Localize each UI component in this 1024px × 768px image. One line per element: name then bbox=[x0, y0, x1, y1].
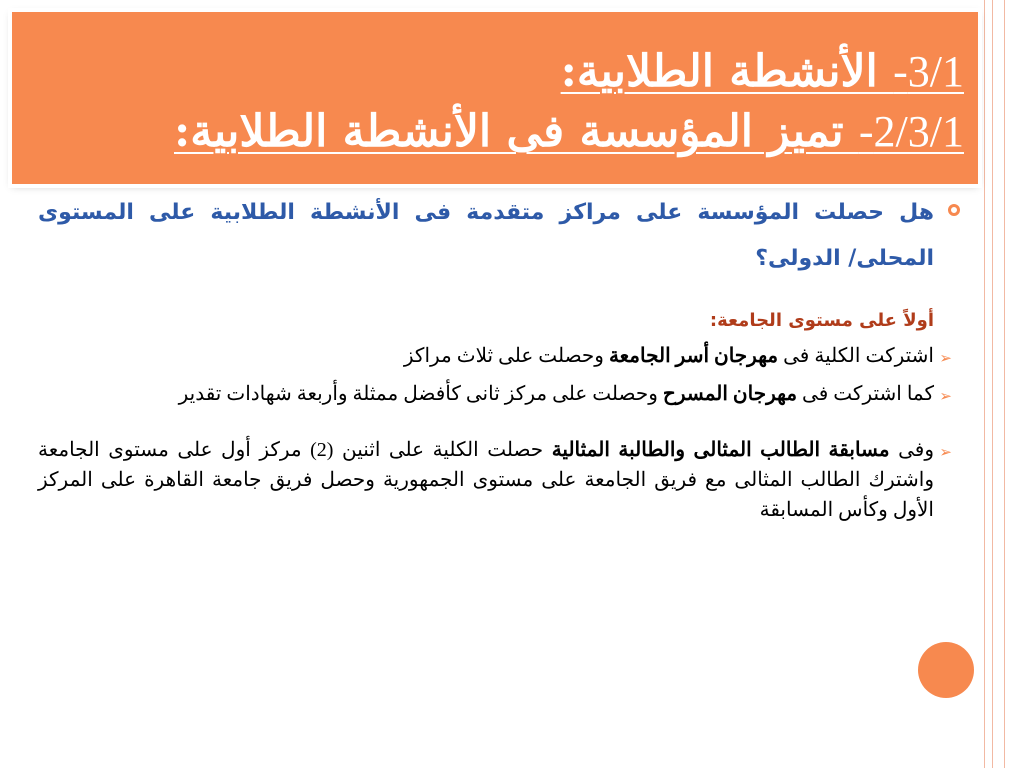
subheading: أولاً على مستوى الجامعة: bbox=[709, 310, 934, 331]
title-2-text: تميز المؤسسة فى الأنشطة الطلابية: bbox=[174, 106, 859, 157]
bullet-list bbox=[38, 341, 952, 525]
list-item bbox=[38, 341, 952, 371]
arrow-bullet-icon: ➢ bbox=[939, 349, 952, 367]
item-text: اشتركت الكلية فى bbox=[778, 345, 934, 367]
item-text: وحصلت على ثلاث مراكز bbox=[403, 345, 609, 367]
list-item bbox=[38, 435, 952, 525]
slide-title bbox=[174, 42, 964, 162]
question-label: هل حصلت المؤسسة على مراكز متقدمة فى الأنشطة الطلابية على المستوى المحلى/ الدولى؟ bbox=[38, 200, 934, 271]
item-text: وفى bbox=[889, 439, 935, 461]
list-item bbox=[38, 379, 952, 409]
item-text: وحصلت على مركز ثانى كأفضل ممثلة وأربعة شهادات تقدير bbox=[178, 383, 663, 405]
arrow-bullet-icon: ➢ bbox=[939, 387, 952, 405]
item-bold-text: مسابقة الطالب المثالى والطالبة المثالية bbox=[551, 439, 890, 461]
item-text: حصلت الكلية على اثنين (2) مركز أول على مستوى الجامعة واشترك الطالب المثالى مع فريق الجامعة على مستوى الجمهورية وحصل فريق جامعة القاهرة على المركز الأول وكأس المسابقة bbox=[38, 439, 934, 521]
title-1-number: 3/1- bbox=[893, 47, 964, 96]
frame-line-right bbox=[1004, 0, 1005, 768]
title-banner bbox=[12, 12, 978, 184]
title-2-number: 2/3/1- bbox=[858, 107, 964, 156]
item-text: كما اشتركت فى bbox=[797, 383, 934, 405]
question-text bbox=[38, 190, 934, 282]
item-bold-text: مهرجان أسر الجامعة bbox=[608, 345, 779, 367]
item-bold-text: مهرجان المسرح bbox=[662, 383, 798, 405]
frame-line-mid bbox=[992, 0, 993, 768]
slide-content bbox=[38, 190, 952, 533]
title-line-2 bbox=[174, 102, 964, 162]
decorative-orange-circle bbox=[918, 642, 974, 698]
ring-bullet-icon bbox=[948, 204, 960, 216]
title-1-text: الأنشطة الطلابية: bbox=[560, 46, 894, 97]
arrow-bullet-icon: ➢ bbox=[939, 443, 952, 461]
title-line-1 bbox=[174, 42, 964, 102]
frame-line-left bbox=[984, 0, 985, 768]
